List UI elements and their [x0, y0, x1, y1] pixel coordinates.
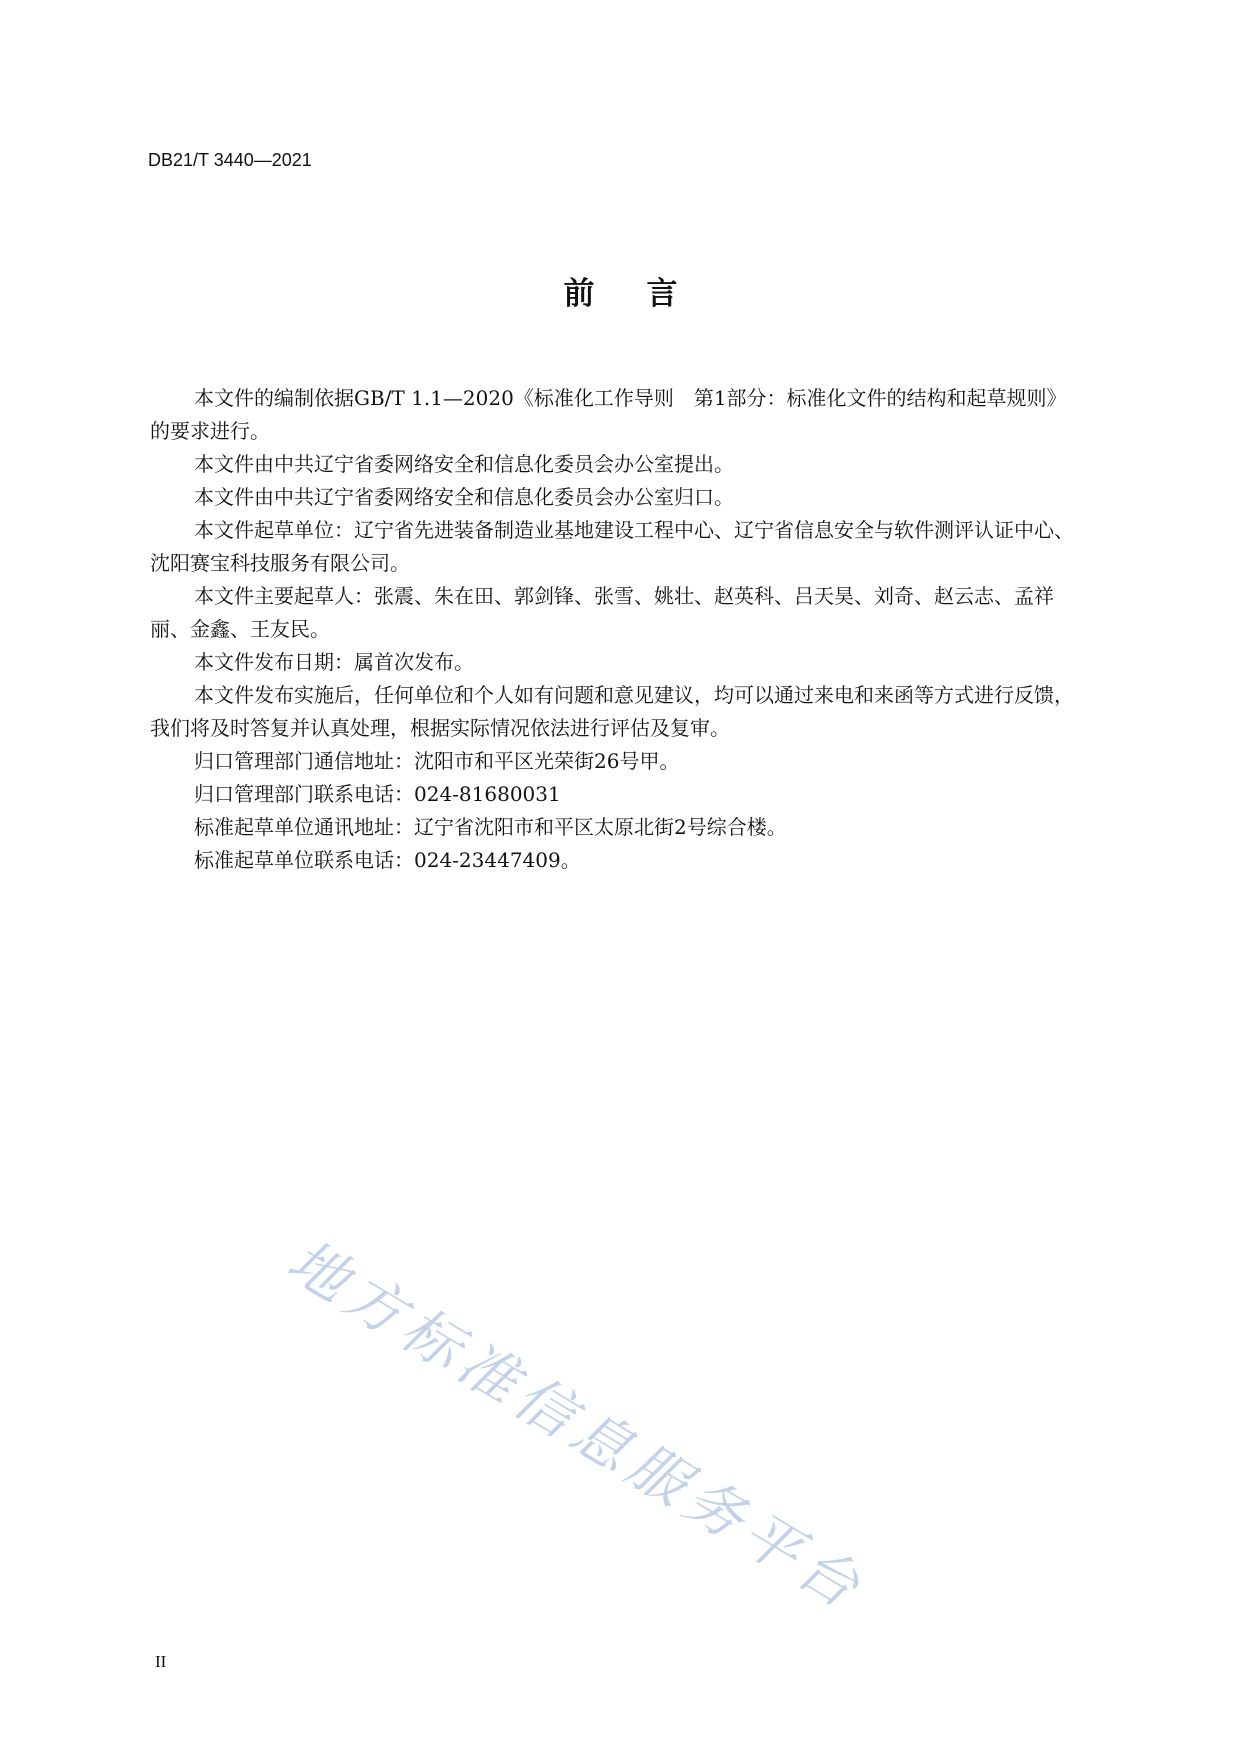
paragraph: [150, 745, 1140, 778]
page-title: 前言: [563, 276, 730, 312]
paragraph: [150, 811, 1140, 844]
paragraph: [150, 448, 1140, 481]
paragraph-line: 丽、金鑫、王友民。: [150, 617, 330, 641]
paragraph-line: 本文件主要起草人：张震、朱在田、郭剑锋、张雪、姚壮、赵英科、吕天昊、刘奇、赵云志、孟祥: [194, 584, 1054, 608]
paragraph-line: 本文件由中共辽宁省委网络安全和信息化委员会办公室归口。: [194, 485, 734, 509]
paragraph-line: 归口管理部门联系电话：024-81680031: [194, 782, 561, 806]
paragraph: [150, 679, 1140, 745]
paragraph: [150, 481, 1140, 514]
paragraph-line: 我们将及时答复并认真处理，根据实际情况依法进行评估及复审。: [150, 716, 730, 740]
paragraph: [150, 580, 1140, 646]
paragraph-line: 归口管理部门通信地址：沈阳市和平区光荣街26号甲。: [194, 749, 680, 773]
paragraph: [150, 778, 1140, 811]
paragraph-line: 本文件的编制依据GB/T 1.1—2020《标准化工作导则 第1部分：标准化文件的结构和起草规则》: [194, 386, 1067, 410]
foreword-body: [150, 382, 1140, 877]
paragraph-line: 本文件发布实施后，任何单位和个人如有问题和意见建议，均可以通过来电和来函等方式进行反馈，: [194, 683, 1074, 707]
watermark: 地方标准信息服务平台: [276, 1226, 878, 1625]
paragraph-line: 沈阳赛宝科技服务有限公司。: [150, 551, 410, 575]
paragraph-line: 本文件起草单位：辽宁省先进装备制造业基地建设工程中心、辽宁省信息安全与软件测评认证中心、: [194, 518, 1074, 542]
paragraph-line: 标准起草单位联系电话：024-23447409。: [194, 848, 581, 872]
paragraph: [150, 844, 1140, 877]
paragraph-line: 标准起草单位通讯地址：辽宁省沈阳市和平区太原北街2号综合楼。: [194, 815, 787, 839]
paragraph-line: 本文件发布日期：属首次发布。: [194, 650, 474, 674]
page-number: II: [155, 1652, 167, 1671]
paragraph-line: 本文件由中共辽宁省委网络安全和信息化委员会办公室提出。: [194, 452, 734, 476]
paragraph: [150, 382, 1140, 448]
paragraph-line: 的要求进行。: [150, 419, 270, 443]
paragraph: [150, 514, 1140, 580]
paragraph: [150, 646, 1140, 679]
document-code: DB21/T 3440—2021: [148, 150, 312, 170]
